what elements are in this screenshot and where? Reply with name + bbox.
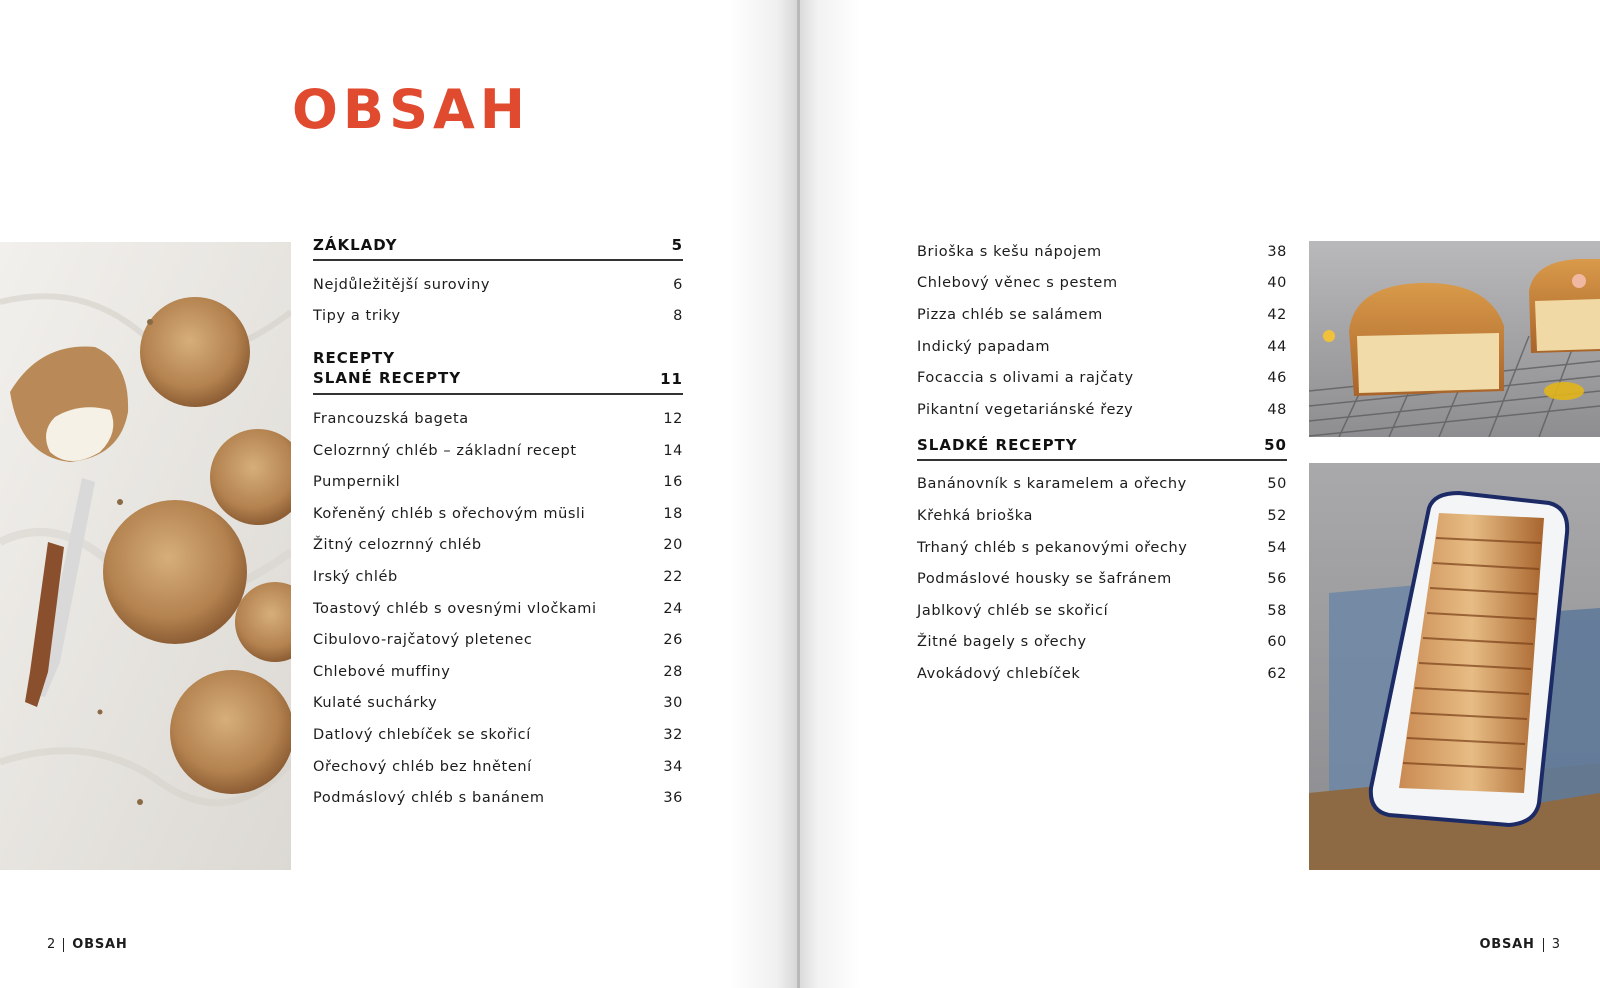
toc-entry-label: Podmáslové housky se šafránem — [917, 571, 1172, 588]
toc-entry[interactable] — [313, 751, 683, 783]
section-heading-page: 5 — [671, 236, 683, 254]
footer-label: OBSAH — [1479, 937, 1535, 952]
toc-entry-page: 44 — [1267, 338, 1287, 355]
right-page — [800, 0, 1600, 988]
footer-right — [1479, 937, 1560, 952]
toc-entry-page: 38 — [1267, 243, 1287, 260]
toc-entry-page: 42 — [1267, 306, 1287, 323]
toc-entry-page: 20 — [663, 537, 683, 554]
toc-entry-page: 6 — [673, 276, 683, 293]
toc-entry-label: Žitné bagely s ořechy — [917, 634, 1087, 651]
toc-entry-page: 48 — [1267, 401, 1287, 418]
toc-entry-label: Podmáslový chléb s banánem — [313, 790, 545, 807]
toc-entry[interactable] — [917, 595, 1287, 627]
toc-entry-page: 12 — [663, 410, 683, 427]
toc-entry-label: Avokádový chlebíček — [917, 665, 1081, 682]
toc-entry[interactable] — [917, 563, 1287, 595]
toc-entry-label: Focaccia s olivami a rajčaty — [917, 370, 1134, 387]
toc-entry-label: Pikantní vegetariánské řezy — [917, 401, 1134, 418]
toc-entry-label: Pizza chléb se salámem — [917, 306, 1103, 323]
toc-entry-label: Pumpernikl — [313, 474, 401, 491]
toc-entry-label: Kořeněný chléb s ořechovým müsli — [313, 505, 586, 522]
section-heading-line: RECEPTY — [313, 349, 396, 368]
toc-entry-page: 60 — [1267, 634, 1287, 651]
toc-entry-page: 52 — [1267, 507, 1287, 524]
section-heading-label — [313, 348, 461, 388]
toc-entry-label: Tipy a triky — [313, 308, 401, 325]
toc-entry-page: 54 — [1267, 539, 1287, 556]
toc-entry-label: Francouzská bageta — [313, 410, 469, 427]
toc-entry-label: Nejdůležitější suroviny — [313, 276, 491, 293]
footer-left — [47, 937, 128, 952]
page-number: 3 — [1551, 937, 1560, 952]
toc-entry-label: Irský chléb — [313, 568, 398, 585]
toc-entry[interactable] — [917, 469, 1287, 501]
toc-entry-page: 50 — [1267, 476, 1287, 493]
toc-entry-page: 24 — [663, 600, 683, 617]
toc-entry-label: Chlebový věnec s pestem — [917, 275, 1118, 292]
toc-entry-label: Celozrnný chléb – základní recept — [313, 442, 577, 459]
toc-entry-page: 58 — [1267, 602, 1287, 619]
toc-entry-label: Trhaný chléb s pekanovými ořechy — [917, 539, 1188, 556]
toc-entry-page: 32 — [663, 726, 683, 743]
pull-apart-bread-photo — [1309, 463, 1600, 870]
toc-entry[interactable] — [313, 593, 683, 625]
toc-section-heading[interactable] — [313, 236, 683, 261]
toc-entry[interactable] — [917, 658, 1287, 690]
toc-entry-page: 26 — [663, 632, 683, 649]
brioche-photo — [1309, 241, 1600, 437]
footer-separator — [1543, 938, 1544, 952]
toc-entry[interactable] — [917, 500, 1287, 532]
toc-entry-page: 28 — [663, 663, 683, 680]
toc-entry-label: Brioška s kešu nápojem — [917, 243, 1102, 260]
page-title: OBSAH — [292, 78, 530, 141]
toc-entry-label: Kulaté suchárky — [313, 695, 438, 712]
toc-entry[interactable] — [313, 624, 683, 656]
toc-entry-page: 8 — [673, 308, 683, 325]
section-heading-page: 11 — [660, 370, 683, 389]
toc-entry[interactable] — [313, 688, 683, 720]
toc-entry[interactable] — [313, 530, 683, 562]
toc-entry[interactable] — [313, 466, 683, 498]
toc-entry-page: 56 — [1267, 571, 1287, 588]
spacer — [917, 426, 1287, 436]
page-number: 2 — [47, 937, 56, 952]
toc-entry-label: Datlový chlebíček se skořicí — [313, 726, 531, 743]
spacer — [313, 332, 683, 348]
toc-entry-label: Jablkový chléb se skořicí — [917, 602, 1109, 619]
toc-entry-label: Toastový chléb s ovesnými vločkami — [313, 600, 597, 617]
section-heading-label: ZÁKLADY — [313, 236, 398, 254]
toc-right — [917, 236, 1287, 690]
toc-entry-page: 18 — [663, 505, 683, 522]
toc-entry-page: 46 — [1267, 370, 1287, 387]
footer-label: OBSAH — [72, 937, 128, 952]
toc-entry[interactable] — [917, 394, 1287, 426]
toc-entry[interactable] — [313, 301, 683, 333]
toc-entry[interactable] — [313, 435, 683, 467]
toc-entry-page: 14 — [663, 442, 683, 459]
toc-entry-label: Banánovník s karamelem a ořechy — [917, 476, 1187, 493]
toc-section-heading[interactable] — [917, 436, 1287, 461]
toc-entry-label: Křehká brioška — [917, 507, 1033, 524]
toc-entry[interactable] — [917, 532, 1287, 564]
muffins-photo — [0, 242, 291, 870]
toc-entry[interactable] — [917, 362, 1287, 394]
toc-entry[interactable] — [917, 299, 1287, 331]
toc-entry[interactable] — [917, 236, 1287, 268]
toc-entry[interactable] — [917, 268, 1287, 300]
toc-entry[interactable] — [917, 627, 1287, 659]
toc-entry-page: 40 — [1267, 275, 1287, 292]
toc-entry-page: 36 — [663, 790, 683, 807]
section-heading-page: 50 — [1264, 435, 1287, 454]
toc-entry-label: Chlebové muffiny — [313, 663, 451, 680]
section-heading-line: SLANÉ RECEPTY — [313, 369, 462, 388]
toc-entry-page: 16 — [663, 474, 683, 491]
toc-entry[interactable] — [313, 498, 683, 530]
toc-entry[interactable] — [313, 656, 683, 688]
section-heading-label: SLADKÉ RECEPTY — [917, 435, 1078, 454]
toc-entry-label: Žitný celozrnný chléb — [313, 537, 482, 554]
toc-entry[interactable] — [313, 782, 683, 814]
toc-entry-label: Ořechový chléb bez hnětení — [313, 758, 532, 775]
toc-section-heading[interactable] — [313, 348, 683, 395]
toc-entry-page: 30 — [663, 695, 683, 712]
toc-entry-page: 62 — [1267, 665, 1287, 682]
toc-entry-page: 34 — [663, 758, 683, 775]
toc-entry[interactable] — [313, 719, 683, 751]
toc-entry[interactable] — [313, 561, 683, 593]
left-page — [0, 0, 798, 988]
toc-entry[interactable] — [917, 331, 1287, 363]
footer-separator — [63, 938, 64, 952]
toc-entry[interactable] — [313, 403, 683, 435]
toc-entry-page: 22 — [663, 568, 683, 585]
toc-entry[interactable] — [313, 269, 683, 301]
toc-entry-label: Cibulovo-rajčatový pletenec — [313, 632, 533, 649]
toc-left — [313, 236, 683, 814]
toc-entry-label: Indický papadam — [917, 338, 1051, 355]
